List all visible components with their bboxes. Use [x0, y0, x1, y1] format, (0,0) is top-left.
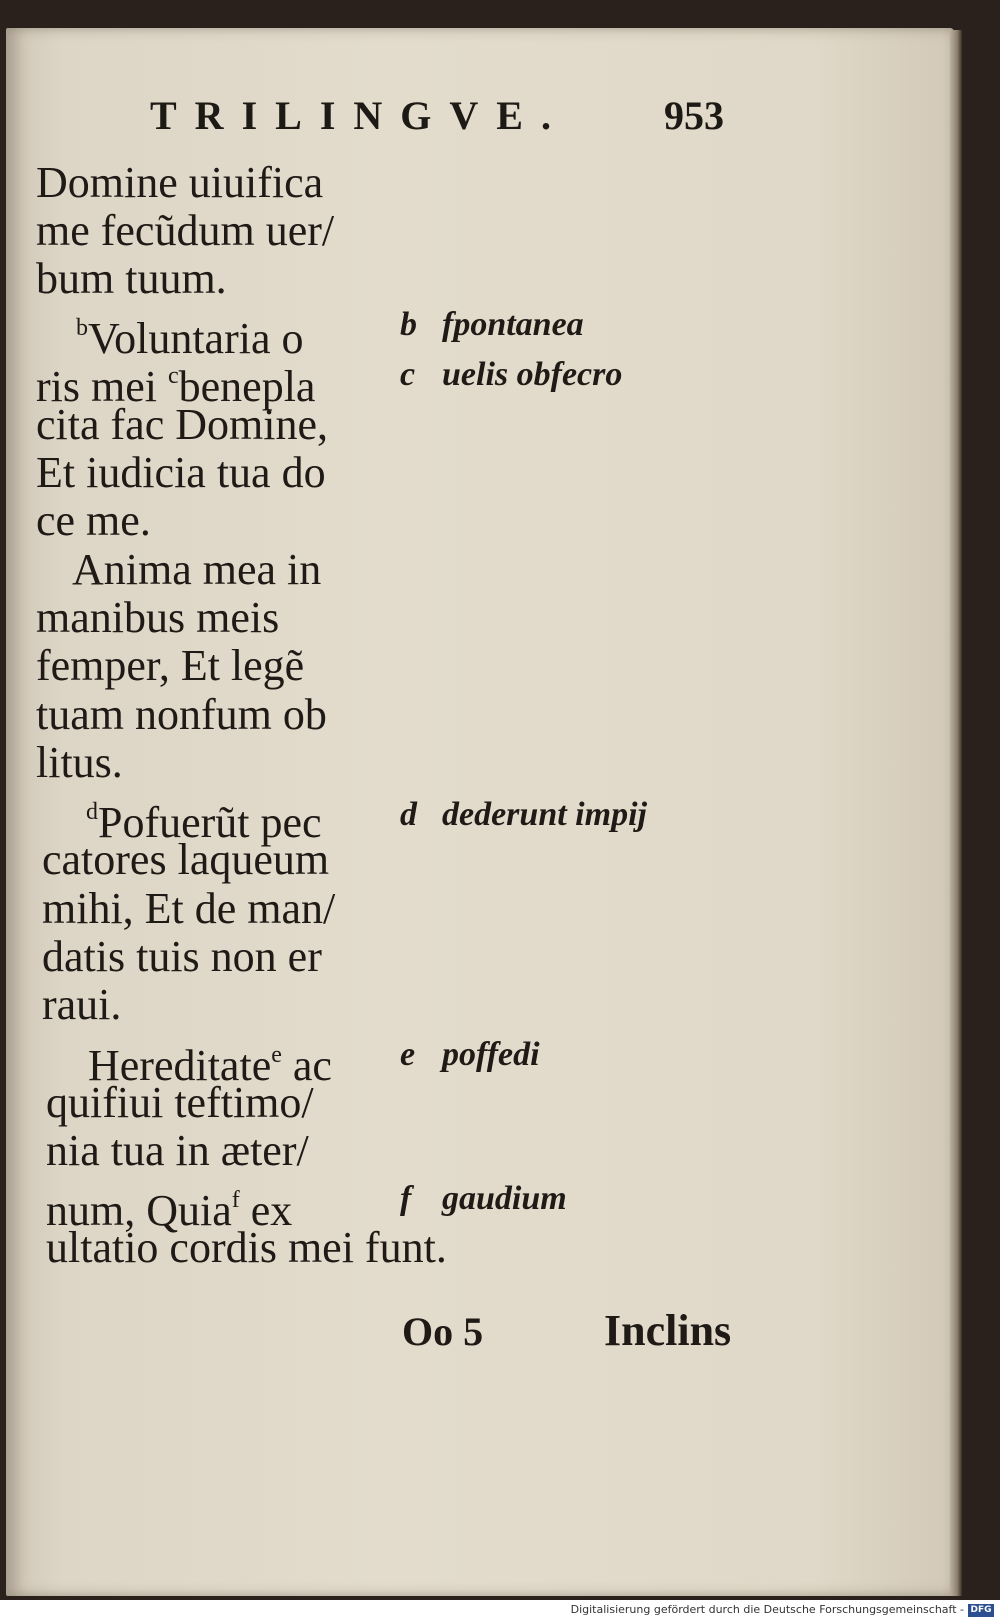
funding-note: Digitalisierung gefördert durch die Deutsche Forschungsgemeinschaft -: [570, 1603, 964, 1616]
marginal-gloss: f gaudium: [400, 1180, 567, 1217]
page-edge: [950, 30, 962, 1596]
text-line: litus.: [36, 738, 123, 787]
text-line: catores laqueum: [42, 835, 330, 884]
text-line: femper, Et legẽ: [36, 641, 305, 690]
text-line: bum tuum.: [36, 254, 227, 303]
page-number: 953: [664, 93, 724, 138]
marginal-gloss: d dederunt impij: [400, 796, 647, 833]
text-line: num, Quia$^f$ ex: [46, 1186, 293, 1235]
gloss-marker: f: [231, 1187, 240, 1213]
text-line: ris mei $^c$benepla: [36, 362, 316, 411]
gloss-marker: c: [167, 363, 179, 389]
text-line: me fecũdum uer/: [36, 206, 335, 255]
catchword: Inclins: [604, 1306, 732, 1355]
gloss-marker: d: [86, 799, 98, 825]
text-line: Et iudicia tua do: [36, 448, 326, 497]
gloss-marker: e: [271, 1042, 282, 1068]
digitization-footer: [0, 1600, 1000, 1622]
text-line: datis tuis non er: [42, 932, 322, 981]
text-line: Hereditate$^e$ ac: [88, 1041, 332, 1090]
marginal-gloss: b fpontanea: [400, 306, 584, 343]
text-line: $^d$Pofuerũt pec: [86, 798, 322, 847]
text-line: nia tua in æter/: [46, 1126, 309, 1175]
gloss-marker: b: [76, 315, 88, 341]
text-line: raui.: [42, 980, 122, 1029]
signature-mark: Oo 5: [402, 1309, 484, 1354]
text-line: tuam nonfum ob: [36, 690, 327, 739]
text-line: quifiui teftimo/: [46, 1078, 314, 1127]
text-line: $^b$Voluntaria o: [76, 314, 304, 363]
marginal-gloss: c uelis obfecro: [400, 356, 623, 393]
text-line: Anima mea in: [72, 545, 322, 594]
text-line: manibus meis: [36, 593, 280, 642]
text-line: mihi, Et de man/: [42, 884, 336, 933]
dfg-logo: DFG: [968, 1604, 994, 1617]
text-line: ce me.: [36, 496, 151, 545]
text-line: ultatio cordis mei funt.: [46, 1223, 447, 1272]
marginal-gloss: e poffedi: [400, 1036, 540, 1073]
running-title: TRILINGVE.: [150, 93, 569, 138]
text-line: Domine uiuifica: [36, 158, 324, 207]
text-line: cita fac Domine,: [36, 400, 328, 449]
